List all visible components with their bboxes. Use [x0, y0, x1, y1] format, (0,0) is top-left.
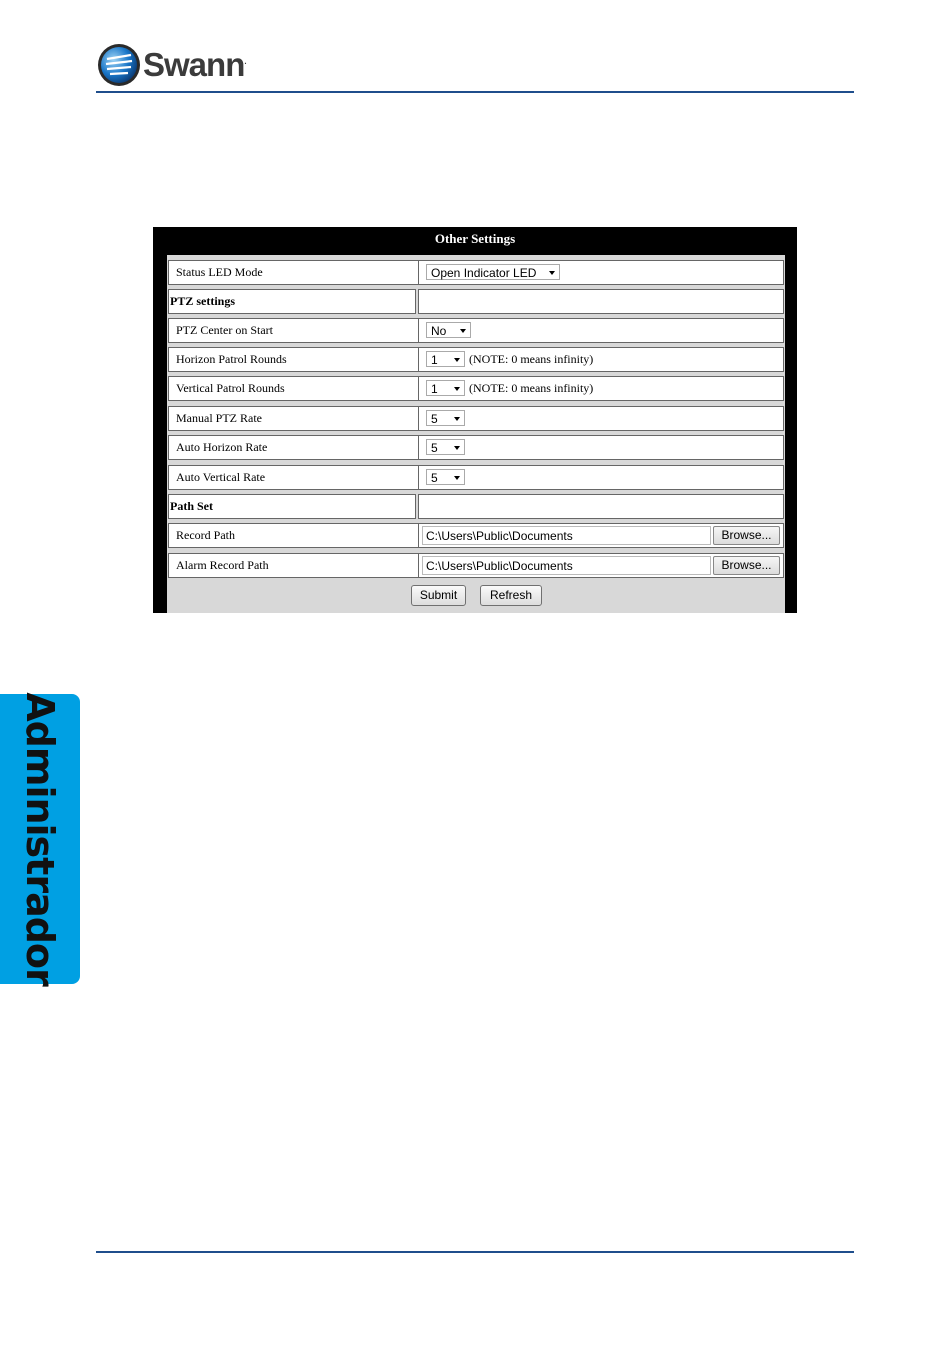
section-side-tab: [0, 694, 80, 984]
chevron-down-icon: [460, 329, 466, 333]
status-led-label: Status LED Mode: [168, 260, 422, 285]
chevron-down-icon: [549, 271, 555, 275]
other-settings-panel: [153, 227, 797, 613]
horizon-rounds-note: (NOTE: 0 means infinity): [469, 352, 594, 366]
auto-vertical-rate-cell: [418, 465, 784, 490]
vertical-rounds-label: Vertical Patrol Rounds: [168, 376, 422, 401]
refresh-button[interactable]: Refresh: [480, 585, 542, 606]
auto-vertical-rate-label: Auto Vertical Rate: [168, 465, 422, 490]
path-section-cell: [418, 494, 784, 519]
status-led-cell: [418, 260, 784, 285]
manual-ptz-rate-select[interactable]: 5: [426, 410, 465, 426]
record-path-label: Record Path: [168, 523, 422, 548]
auto-horizon-rate-cell: [418, 435, 784, 460]
chevron-down-icon: [454, 358, 460, 362]
ptz-section-cell: [418, 289, 784, 314]
horizon-rounds-cell: [418, 347, 784, 372]
chevron-down-icon: [454, 476, 460, 480]
footer-rule: [96, 1251, 854, 1253]
vertical-rounds-select[interactable]: 1: [426, 380, 465, 396]
vertical-rounds-note: (NOTE: 0 means infinity): [469, 381, 594, 395]
alarm-record-path-cell: [418, 553, 784, 578]
horizon-rounds-label: Horizon Patrol Rounds: [168, 347, 422, 372]
chevron-down-icon: [454, 446, 460, 450]
manual-ptz-rate-cell: [418, 406, 784, 431]
vertical-rounds-cell: [418, 376, 784, 401]
record-path-browse-button[interactable]: Browse...: [713, 526, 780, 545]
alarm-record-path-label: Alarm Record Path: [168, 553, 422, 578]
side-tab-label: Administrador: [18, 692, 62, 986]
ptz-center-cell: [418, 318, 784, 343]
submit-button[interactable]: Submit: [411, 585, 466, 606]
header-rule: [96, 91, 854, 93]
alarm-record-path-input[interactable]: C:\Users\Public\Documents: [422, 556, 711, 575]
auto-horizon-rate-select[interactable]: 5: [426, 439, 465, 455]
chevron-down-icon: [454, 417, 460, 421]
auto-vertical-rate-select[interactable]: 5: [426, 469, 465, 485]
manual-ptz-rate-label: Manual PTZ Rate: [168, 406, 422, 431]
horizon-rounds-select[interactable]: 1: [426, 351, 465, 367]
alarm-record-path-browse-button[interactable]: Browse...: [713, 556, 780, 575]
auto-horizon-rate-label: Auto Horizon Rate: [168, 435, 422, 460]
ptz-center-label: PTZ Center on Start: [168, 318, 422, 343]
record-path-cell: [418, 523, 784, 548]
panel-title: Other Settings: [434, 231, 516, 246]
brand-name: Swann.: [143, 46, 247, 83]
ptz-center-select[interactable]: No: [426, 322, 471, 338]
settings-form: [167, 255, 785, 613]
chevron-down-icon: [454, 387, 460, 391]
status-led-select[interactable]: Open Indicator LED: [426, 264, 560, 280]
swann-globe-icon: [97, 43, 141, 87]
path-section-heading: Path Set: [168, 494, 416, 519]
swann-logo: [97, 42, 247, 88]
ptz-section-heading: PTZ settings: [168, 289, 416, 314]
record-path-input[interactable]: C:\Users\Public\Documents: [422, 526, 711, 545]
